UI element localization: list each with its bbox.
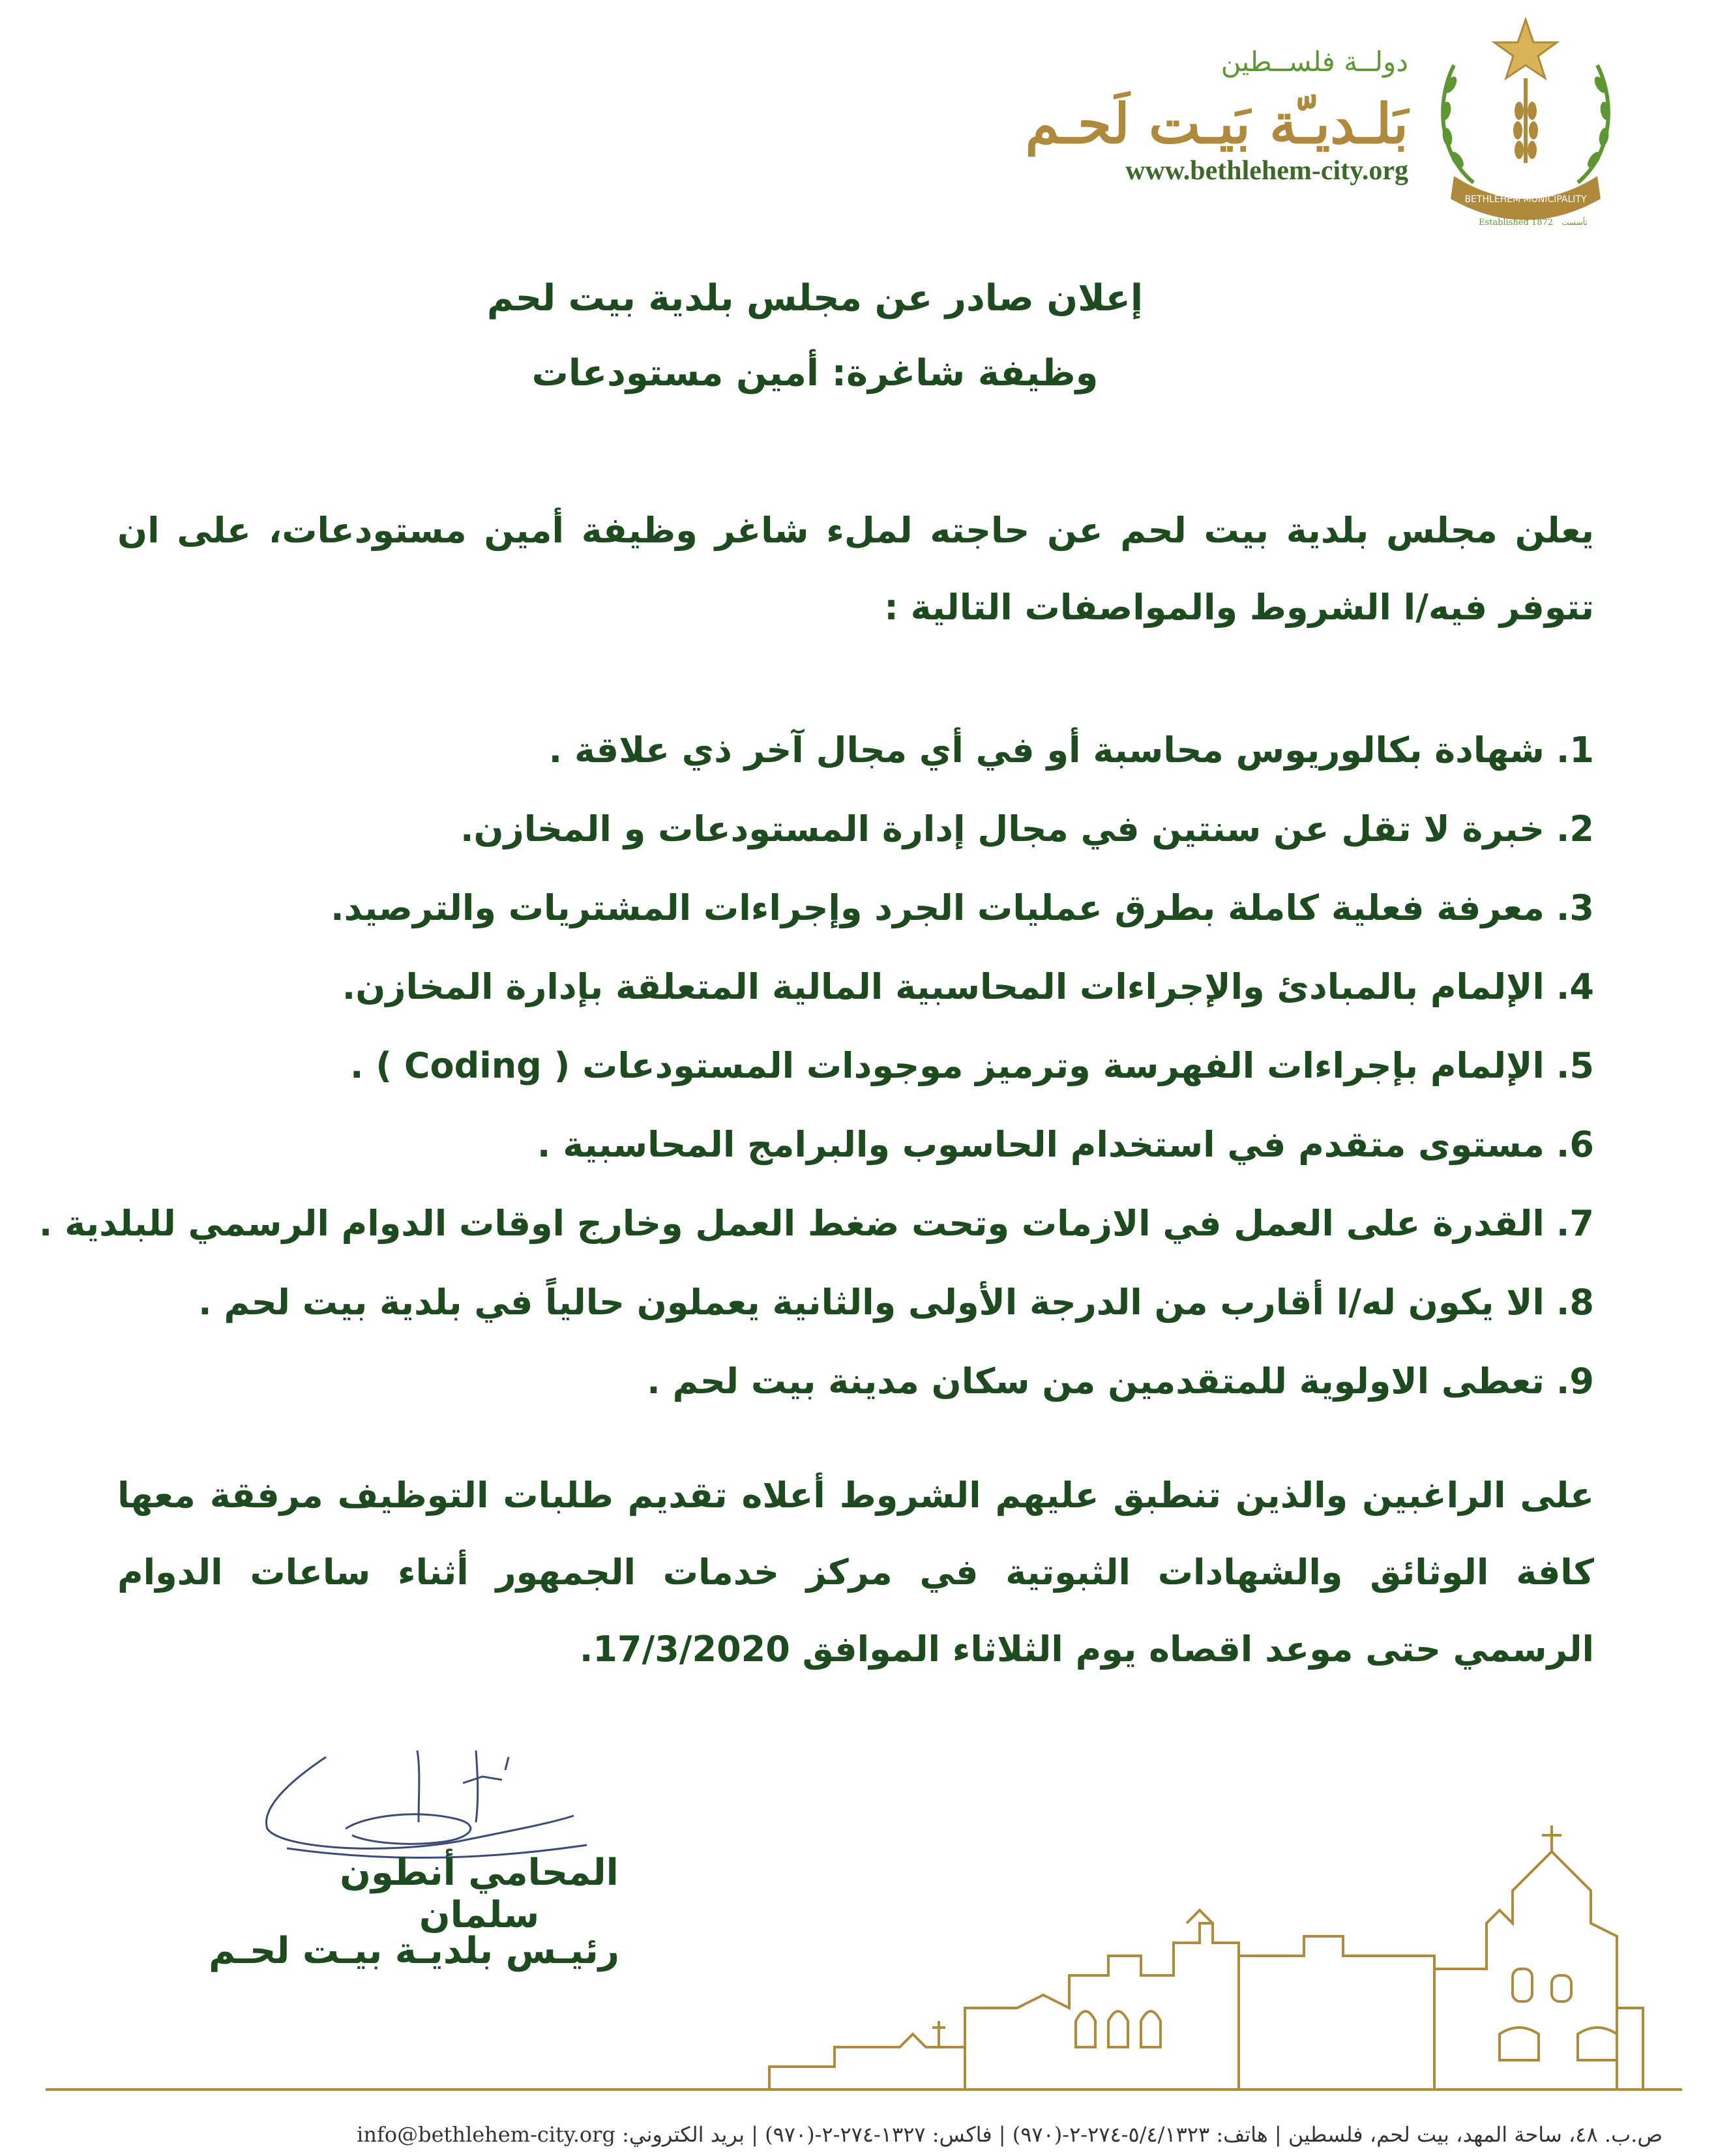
intro-paragraph: يعلن مجلس بلدية بيت لحم عن حاجته لملء شاغر وظيفة أمين مستودعات، على ان تتوفر فيه/ا الشروط والمواصفات التالية : [117,510,1594,628]
requirement-item [117,1263,1594,1342]
requirement-item [117,1026,1594,1105]
requirement-text: الإلمام بالمبادئ والإجراءات المحاسبية المالية المتعلقة بإدارة المخازن. [342,966,1545,1007]
header-website-link[interactable]: www.bethlehem-city.org [1125,156,1408,186]
requirement-item [117,711,1594,790]
requirement-item [117,790,1594,868]
header-municipality-name: بَلـديـّة بَيـت لَحـم [1025,91,1408,156]
requirement-text: تعطى الاولوية للمتقدمين من سكان مدينة بيت لحم . [647,1361,1545,1402]
header-state-name: دولــة فلســطين [1221,46,1408,78]
requirement-number: 5. [1556,1045,1594,1086]
requirement-item [117,1342,1594,1421]
requirement-text: خبرة لا تقل عن سنتين في مجال إدارة المستودعات و المخازن. [460,808,1545,849]
municipality-logo [1428,13,1623,235]
requirement-text: مستوى متقدم في استخدام الحاسوب والبرامج المحاسبية . [537,1124,1545,1165]
requirement-number: 2. [1556,808,1594,849]
requirement-number: 6. [1556,1124,1594,1165]
announcement-title: إعلان صادر عن مجلس بلدية بيت لحم [486,277,1144,319]
requirement-item [117,1105,1594,1184]
requirement-number: 9. [1556,1361,1594,1402]
requirement-item [38,1184,1594,1263]
requirement-item [117,868,1594,947]
logo-name-ar: بلدية بيت لحم [1501,183,1550,193]
requirement-number: 8. [1556,1282,1594,1323]
closing-paragraph: على الراغبين والذين تنطبق عليهم الشروط أعلاه تقديم طلبات التوظيف مرفقة معها كافة الوثائق والشهادات الثبوتية في مركز خدمات الجمهور أثناء ساعات الدوام الرسمي حتى موعد اقصاه يوم الثلاثاء الموافق 17/3/2020. [117,1475,1594,1670]
requirements-list [38,711,1594,1421]
logo-established-ar: تأسست [1561,218,1588,227]
requirement-text: الا يكون له/ا أقارب من الدرجة الأولى والثانية يعملون حالياً في بلدية بيت لحم . [198,1282,1545,1323]
requirement-number: 3. [1556,887,1594,928]
logo-established: Established 1872 [1478,218,1554,228]
requirement-text: القدرة على العمل في الازمات وتحت ضغط العمل وخارج اوقات الدوام الرسمي للبلدية . [38,1203,1545,1244]
requirement-number: 1. [1556,730,1594,771]
signatory-name: المحامي أنطون سلمان [340,1852,619,1936]
requirement-text: شهادة بكالوريوس محاسبة أو في أي مجال آخر ذي علاقة . [548,730,1545,771]
requirement-text: معرفة فعلية كاملة بطرق عمليات الجرد وإجراءات المشتريات والترصيد. [331,887,1545,928]
requirement-number: 4. [1556,966,1594,1007]
requirement-text: الإلمام بإجراءات الفهرسة وترميز موجودات المستودعات ( Coding ) . [350,1045,1545,1086]
footer-contact-info: ص.ب. ٤٨، ساحة المهد، بيت لحم، فلسطين | هاتف: ٥/٤/١٣٢٣-٢٧٤-٢-(٩٧٠) | فاكس: ١٣٢٧-٢٧٤-٢-(٩٧٠) | بريد الكتروني: info@bethlehem-city.org [357,2122,1663,2147]
requirement-item [117,947,1594,1026]
logo-name-en: BETHLEHEM MUNICIPALITY [1464,194,1587,205]
vacancy-title: وظيفة شاغرة: أمين مستودعات [531,352,1099,394]
requirement-number: 7. [1556,1203,1594,1244]
signatory-title: رئيـس بلديـة بيـت لحـم [208,1930,620,1972]
